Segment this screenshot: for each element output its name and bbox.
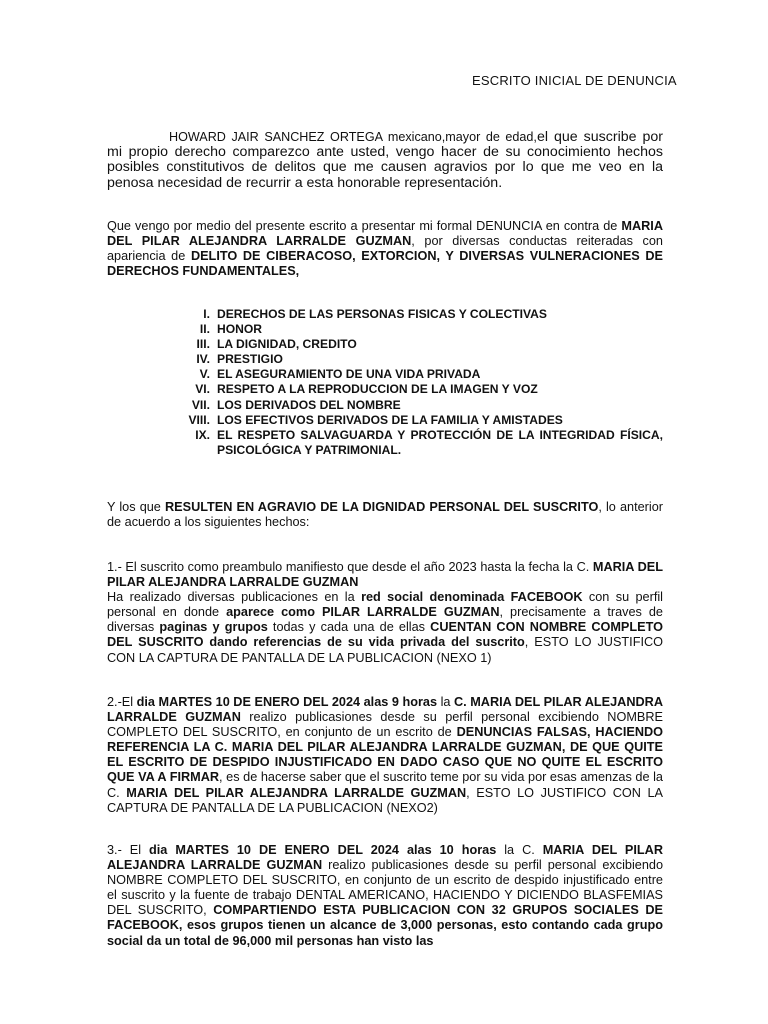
bold-run: MARIA DEL PILAR ALEJANDRA LARRALDE GUZMAN (107, 219, 663, 249)
text-run: , precisamente a traves de diversas (107, 605, 663, 635)
list-text: LOS DERIVADOS DEL NOMBRE (217, 397, 401, 412)
list-text: LA DIGNIDAD, CREDITO (217, 337, 357, 352)
bold-run: DENUNCIAS FALSAS, HACIENDO REFERENCIA LA C. MARIA DEL PILAR ALEJANDRA LARRALDE GUZMAN, DE QUE QUITE EL ESCRITO DE DESPIDO INJUSTIFICADO EN DADO CASO QUE NO QUITE EL ESCRITO QUE VA A FIRMAR (107, 725, 664, 785)
bold-run: COMPARTIENDO ESTA PUBLICACION CON 32 GRUPOS SOCIALES DE FACEBOOK, esos grupos tienen un alcance de 3,000 personas, esto contando cada grupo social da un total de 96,000 mil personas han visto las (107, 903, 663, 948)
text-run: 1.- El suscrito como preambulo manifiesto que desde el año 2023 hasta la fecha la C. (107, 560, 593, 574)
bold-run: aparece como PILAR LARRALDE GUZMAN (226, 605, 500, 620)
bold-run: DELITO DE CIBERACOSO, EXTORCION, Y DIVERSAS VULNERACIONES DE DERECHOS FUNDAMENTALES, (107, 249, 663, 279)
intro-text: el que suscribe por mi propio derecho comparezco ante usted, vengo hacer de su conocimiento hechos posibles constitutivos de delitos que me causen agravios por lo que me veo en la penosa necesidad de recurrir a esta honorable representación. (107, 129, 664, 191)
text-run: 3.- El (107, 843, 150, 857)
list-number: IX. (195, 427, 210, 442)
transition-paragraph (107, 500, 663, 530)
document-title: ESCRITO INICIAL DE DENUNCIA (472, 73, 677, 88)
fact-1-paragraph (107, 560, 663, 666)
list-text: PRESTIGIO (217, 352, 283, 367)
fact-3-paragraph (107, 843, 663, 949)
bold-run: dia MARTES 10 DE ENERO DEL 2024 alas 10 horas (149, 843, 497, 857)
list-number: VII. (191, 397, 210, 412)
text-run: , ESTO LO JUSTIFICO CON LA CAPTURA DE PANTALLA DE LA PUBLICACION (NEXO2) (107, 785, 663, 815)
complainant-name: HOWARD JAIR SANCHEZ ORTEGA mexicano,mayor de edad, (169, 130, 537, 144)
rights-list (107, 307, 667, 458)
list-number: IV. (196, 352, 210, 367)
list-number: VI. (195, 382, 210, 397)
text-run: con su perfil personal en donde (107, 590, 664, 620)
list-item (107, 307, 667, 322)
list-item (107, 398, 667, 413)
bold-run: RESULTEN EN AGRAVIO DE LA DIGNIDAD PERSONAL DEL SUSCRITO (164, 500, 599, 514)
text-run: , es de hacerse saber que el suscrito teme por su vida por esas amenzas de la C. (107, 770, 663, 800)
list-item (107, 337, 667, 352)
list-text: RESPETO A LA REPRODUCCION DE LA IMAGEN Y VOZ (217, 382, 538, 397)
complaint-paragraph (107, 219, 663, 279)
list-item (107, 322, 667, 337)
list-item (107, 428, 667, 458)
bold-run: C. MARIA DEL PILAR ALEJANDRA LARRALDE GUZMAN (107, 695, 663, 725)
bold-run: MARIA DEL PILAR ALEJANDRA LARRALDE GUZMAN (126, 785, 467, 800)
text-run: realizo publicasiones desde su perfil personal excibiendo NOMBRE COMPLETO DEL SUSCRITO, en conjunto de un escrito de (107, 710, 663, 740)
bold-run: dia MARTES 10 DE ENERO DEL 2024 alas 9 horas (136, 695, 438, 709)
text-run: Y los que (107, 500, 165, 514)
text-run: realizo publicasiones desde su perfil personal excibiendo NOMBRE COMPLETO DEL SUSCRITO, en conjunto de un escrito de despido injustificado entre el suscrito y la fuente de trabajo DENTAL AMERICANO, HACIENDO Y DICIENDO BLASFEMIAS DEL SUSCRITO, (107, 858, 664, 918)
list-item (107, 367, 667, 382)
list-number: I. (203, 307, 210, 321)
fact-2-paragraph (107, 695, 663, 816)
text-run: la C. (496, 843, 543, 857)
bold-run: CUENTAN CON NOMBRE COMPLETO DEL SUSCRITO dando referencias de su vida privada del suscrito (107, 620, 663, 650)
list-number: II. (199, 322, 210, 337)
text-run: todas y cada una de ellas (267, 620, 431, 635)
list-text: HONOR (217, 322, 263, 337)
text-run: , lo anterior de acuerdo a los siguientes hechos: (107, 500, 664, 530)
bold-run: MARIA DEL PILAR ALEJANDRA LARRALDE GUZMAN (107, 843, 663, 873)
bold-run: MARIA DEL PILAR ALEJANDRA LARRALDE GUZMAN (107, 560, 663, 590)
list-text: DERECHOS DE LAS PERSONAS FISICAS Y COLECTIVAS (217, 307, 547, 321)
text-run: , por diversas conductas reiteradas con apariencia de (107, 234, 663, 264)
list-number: V. (199, 367, 210, 382)
text-run: 2.-El (107, 695, 137, 709)
text-run: , ESTO LO JUSTIFICO CON LA CAPTURA DE PANTALLA DE LA PUBLICACION (NEXO 1) (107, 635, 663, 665)
intro-paragraph (107, 130, 663, 191)
list-number: VIII. (188, 412, 210, 427)
text-run: Que vengo por medio del presente escrito a presentar mi formal DENUNCIA en contra de (107, 219, 622, 233)
list-text: EL RESPETO SALVAGUARDA Y PROTECCIÓN DE LA INTEGRIDAD FÍSICA, PSICOLÓGICA Y PATRIMONIAL. (217, 427, 663, 457)
list-item (107, 352, 667, 367)
list-text: LOS EFECTIVOS DERIVADOS DE LA FAMILIA Y AMISTADES (217, 412, 563, 427)
text-run: la (437, 695, 454, 709)
list-number: III. (196, 337, 210, 352)
list-text: EL ASEGURAMIENTO DE UNA VIDA PRIVADA (217, 367, 481, 382)
list-item (107, 382, 667, 397)
bold-run: paginas y grupos (159, 620, 268, 635)
bold-run: red social denominada FACEBOOK (361, 590, 583, 605)
list-item (107, 413, 667, 428)
text-run: Ha realizado diversas publicaciones en la (107, 590, 362, 605)
